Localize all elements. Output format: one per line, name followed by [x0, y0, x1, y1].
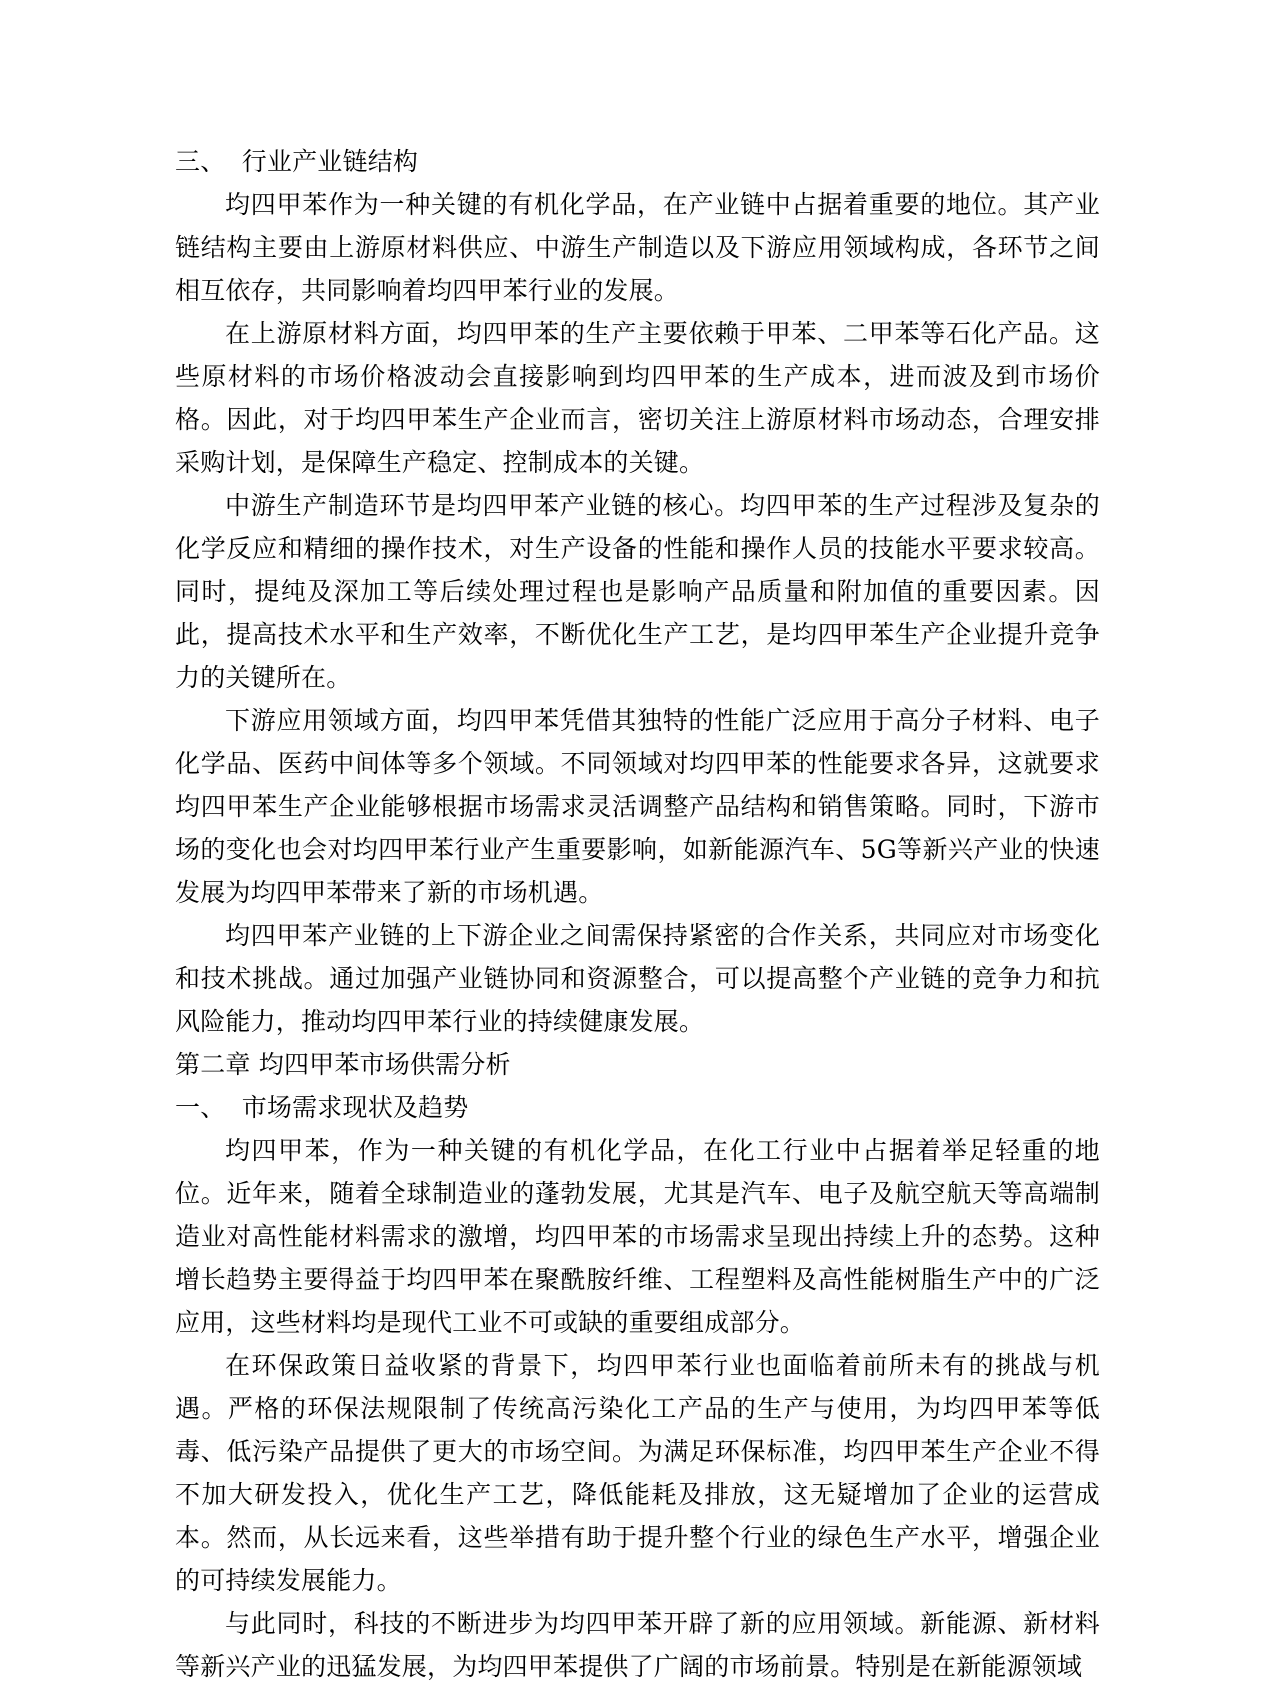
document-body	[175, 140, 1100, 1688]
paragraph-chain-overview: 均四甲苯作为一种关键的有机化学品，在产业链中占据着重要的地位。其产业链结构主要由上游原材料供应、中游生产制造以及下游应用领域构成，各环节之间相互依存，共同影响着均四甲苯行业的发展。	[175, 190, 1100, 305]
paragraph-chain-cooperation: 均四甲苯产业链的上下游企业之间需保持紧密的合作关系，共同应对市场变化和技术挑战。通过加强产业链协同和资源整合，可以提高整个产业链的竞争力和抗风险能力，推动均四甲苯行业的持续健康发展。	[175, 921, 1100, 1036]
section-heading-industry-chain: 三、 行业产业链结构	[175, 147, 419, 176]
paragraph-demand-growth: 均四甲苯，作为一种关键的有机化学品，在化工行业中占据着举足轻重的地位。近年来，随着全球制造业的蓬勃发展，尤其是汽车、电子及航空航天等高端制造业对高性能材料需求的激增，均四甲苯的市场需求呈现出持续上升的态势。这种增长趋势主要得益于均四甲苯在聚酰胺纤维、工程塑料及高性能树脂生产中的广泛应用，这些材料均是现代工业不可或缺的重要组成部分。	[175, 1136, 1100, 1337]
paragraph-environmental-policy: 在环保政策日益收紧的背景下，均四甲苯行业也面临着前所未有的挑战与机遇。严格的环保法规限制了传统高污染化工产品的生产与使用，为均四甲苯等低毒、低污染产品提供了更大的市场空间。为满足环保标准，均四甲苯生产企业不得不加大研发投入，优化生产工艺，降低能耗及排放，这无疑增加了企业的运营成本。然而，从长远来看，这些举措有助于提升整个行业的绿色生产水平，增强企业的可持续发展能力。	[175, 1351, 1100, 1595]
paragraph-midstream-manufacturing: 中游生产制造环节是均四甲苯产业链的核心。均四甲苯的生产过程涉及复杂的化学反应和精细的操作技术，对生产设备的性能和操作人员的技能水平要求较高。同时，提纯及深加工等后续处理过程也是影响产品质量和附加值的重要因素。因此，提高技术水平和生产效率，不断优化生产工艺，是均四甲苯生产企业提升竞争力的关键所在。	[175, 491, 1100, 692]
chapter-heading-supply-demand: 第二章 均四甲苯市场供需分析	[175, 1050, 511, 1079]
paragraph-downstream-applications: 下游应用领域方面，均四甲苯凭借其独特的性能广泛应用于高分子材料、电子化学品、医药中间体等多个领域。不同领域对均四甲苯的性能要求各异，这就要求均四甲苯生产企业能够根据市场需求灵活调整产品结构和销售策略。同时，下游市场的变化也会对均四甲苯行业产生重要影响，如新能源汽车、5G等新兴产业的快速发展为均四甲苯带来了新的市场机遇。	[175, 706, 1100, 907]
paragraph-upstream-materials: 在上游原材料方面，均四甲苯的生产主要依赖于甲苯、二甲苯等石化产品。这些原材料的市场价格波动会直接影响到均四甲苯的生产成本，进而波及到市场价格。因此，对于均四甲苯生产企业而言，密切关注上游原材料市场动态，合理安排采购计划，是保障生产稳定、控制成本的关键。	[175, 319, 1100, 477]
paragraph-technology-new-fields: 与此同时，科技的不断进步为均四甲苯开辟了新的应用领域。新能源、新材料等新兴产业的迅猛发展，为均四甲苯提供了广阔的市场前景。特别是在新能源领域	[175, 1609, 1100, 1681]
section-heading-demand-status: 一、 市场需求现状及趋势	[175, 1093, 469, 1122]
